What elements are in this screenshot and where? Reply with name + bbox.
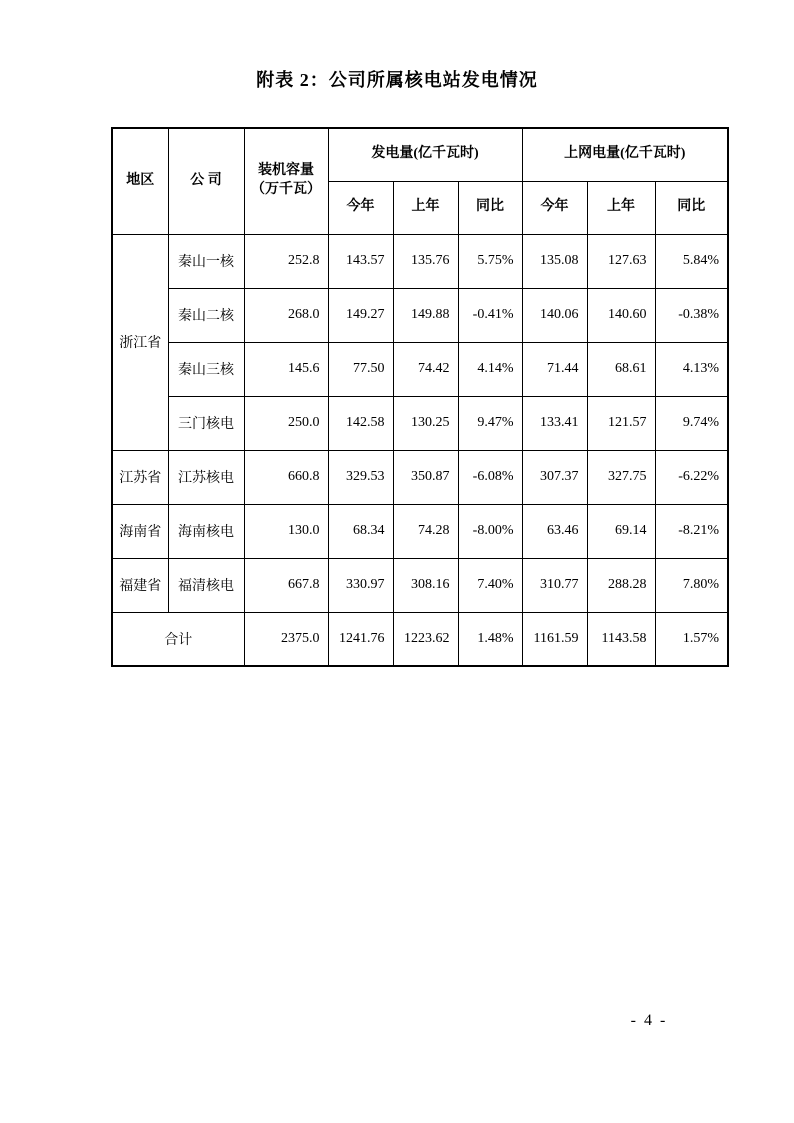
header-region: 地区 <box>112 128 168 234</box>
header-grid-this-year: 今年 <box>522 181 587 234</box>
capacity-cell: 660.8 <box>244 450 328 504</box>
table-row <box>112 558 728 612</box>
table-row <box>112 342 728 396</box>
header-generation-group: 发电量(亿千瓦时) <box>328 128 522 181</box>
grid-this-cell: 63.46 <box>522 504 587 558</box>
header-capacity-line2: （万千瓦） <box>251 182 321 198</box>
gen-yoy-cell: 1.48% <box>458 612 522 666</box>
grid-yoy-cell: -0.38% <box>655 288 728 342</box>
table-row <box>112 288 728 342</box>
total-row <box>112 612 728 666</box>
region-cell: 浙江省 <box>112 234 168 450</box>
grid-last-cell: 68.61 <box>587 342 655 396</box>
gen-this-cell: 142.58 <box>328 396 393 450</box>
grid-last-cell: 140.60 <box>587 288 655 342</box>
capacity-cell: 268.0 <box>244 288 328 342</box>
grid-yoy-cell: 5.84% <box>655 234 728 288</box>
grid-yoy-cell: 1.57% <box>655 612 728 666</box>
gen-last-cell: 135.76 <box>393 234 458 288</box>
header-grid-yoy: 同比 <box>655 181 728 234</box>
gen-last-cell: 1223.62 <box>393 612 458 666</box>
company-cell: 江苏核电 <box>168 450 244 504</box>
grid-last-cell: 327.75 <box>587 450 655 504</box>
header-gen-yoy: 同比 <box>458 181 522 234</box>
region-cell: 海南省 <box>112 504 168 558</box>
header-capacity-line1: 装机容量 <box>258 163 314 179</box>
grid-this-cell: 140.06 <box>522 288 587 342</box>
grid-this-cell: 310.77 <box>522 558 587 612</box>
header-grid-last-year: 上年 <box>587 181 655 234</box>
header-capacity <box>244 128 328 234</box>
table-row <box>112 504 728 558</box>
gen-yoy-cell: 5.75% <box>458 234 522 288</box>
region-cell: 江苏省 <box>112 450 168 504</box>
gen-this-cell: 149.27 <box>328 288 393 342</box>
gen-this-cell: 77.50 <box>328 342 393 396</box>
company-cell: 秦山一核 <box>168 234 244 288</box>
capacity-cell: 130.0 <box>244 504 328 558</box>
gen-this-cell: 329.53 <box>328 450 393 504</box>
grid-this-cell: 1161.59 <box>522 612 587 666</box>
grid-this-cell: 135.08 <box>522 234 587 288</box>
page-title: 附表 2：公司所属核电站发电情况 <box>256 70 538 90</box>
gen-last-cell: 308.16 <box>393 558 458 612</box>
gen-this-cell: 143.57 <box>328 234 393 288</box>
capacity-cell: 667.8 <box>244 558 328 612</box>
grid-yoy-cell: 9.74% <box>655 396 728 450</box>
gen-yoy-cell: -8.00% <box>458 504 522 558</box>
grid-last-cell: 1143.58 <box>587 612 655 666</box>
capacity-cell: 2375.0 <box>244 612 328 666</box>
total-label-cell: 合计 <box>112 612 244 666</box>
capacity-cell: 145.6 <box>244 342 328 396</box>
grid-this-cell: 307.37 <box>522 450 587 504</box>
gen-yoy-cell: -6.08% <box>458 450 522 504</box>
company-cell: 秦山三核 <box>168 342 244 396</box>
gen-last-cell: 74.42 <box>393 342 458 396</box>
power-generation-table <box>111 127 729 667</box>
header-gen-this-year: 今年 <box>328 181 393 234</box>
gen-yoy-cell: 4.14% <box>458 342 522 396</box>
capacity-cell: 250.0 <box>244 396 328 450</box>
header-gen-last-year: 上年 <box>393 181 458 234</box>
capacity-cell: 252.8 <box>244 234 328 288</box>
page-number: - 4 - <box>630 1012 668 1029</box>
gen-last-cell: 149.88 <box>393 288 458 342</box>
header-ongrid-group: 上网电量(亿千瓦时) <box>522 128 728 181</box>
gen-last-cell: 350.87 <box>393 450 458 504</box>
grid-this-cell: 71.44 <box>522 342 587 396</box>
grid-yoy-cell: 4.13% <box>655 342 728 396</box>
header-company: 公 司 <box>168 128 244 234</box>
company-cell: 秦山二核 <box>168 288 244 342</box>
company-cell: 福清核电 <box>168 558 244 612</box>
grid-last-cell: 121.57 <box>587 396 655 450</box>
gen-yoy-cell: 7.40% <box>458 558 522 612</box>
table-row <box>112 450 728 504</box>
grid-yoy-cell: -8.21% <box>655 504 728 558</box>
gen-this-cell: 1241.76 <box>328 612 393 666</box>
company-cell: 三门核电 <box>168 396 244 450</box>
grid-last-cell: 127.63 <box>587 234 655 288</box>
company-cell: 海南核电 <box>168 504 244 558</box>
grid-yoy-cell: 7.80% <box>655 558 728 612</box>
gen-this-cell: 330.97 <box>328 558 393 612</box>
grid-this-cell: 133.41 <box>522 396 587 450</box>
gen-this-cell: 68.34 <box>328 504 393 558</box>
gen-last-cell: 74.28 <box>393 504 458 558</box>
region-cell: 福建省 <box>112 558 168 612</box>
grid-yoy-cell: -6.22% <box>655 450 728 504</box>
grid-last-cell: 69.14 <box>587 504 655 558</box>
gen-last-cell: 130.25 <box>393 396 458 450</box>
table-row <box>112 234 728 288</box>
gen-yoy-cell: -0.41% <box>458 288 522 342</box>
grid-last-cell: 288.28 <box>587 558 655 612</box>
table-row <box>112 396 728 450</box>
gen-yoy-cell: 9.47% <box>458 396 522 450</box>
